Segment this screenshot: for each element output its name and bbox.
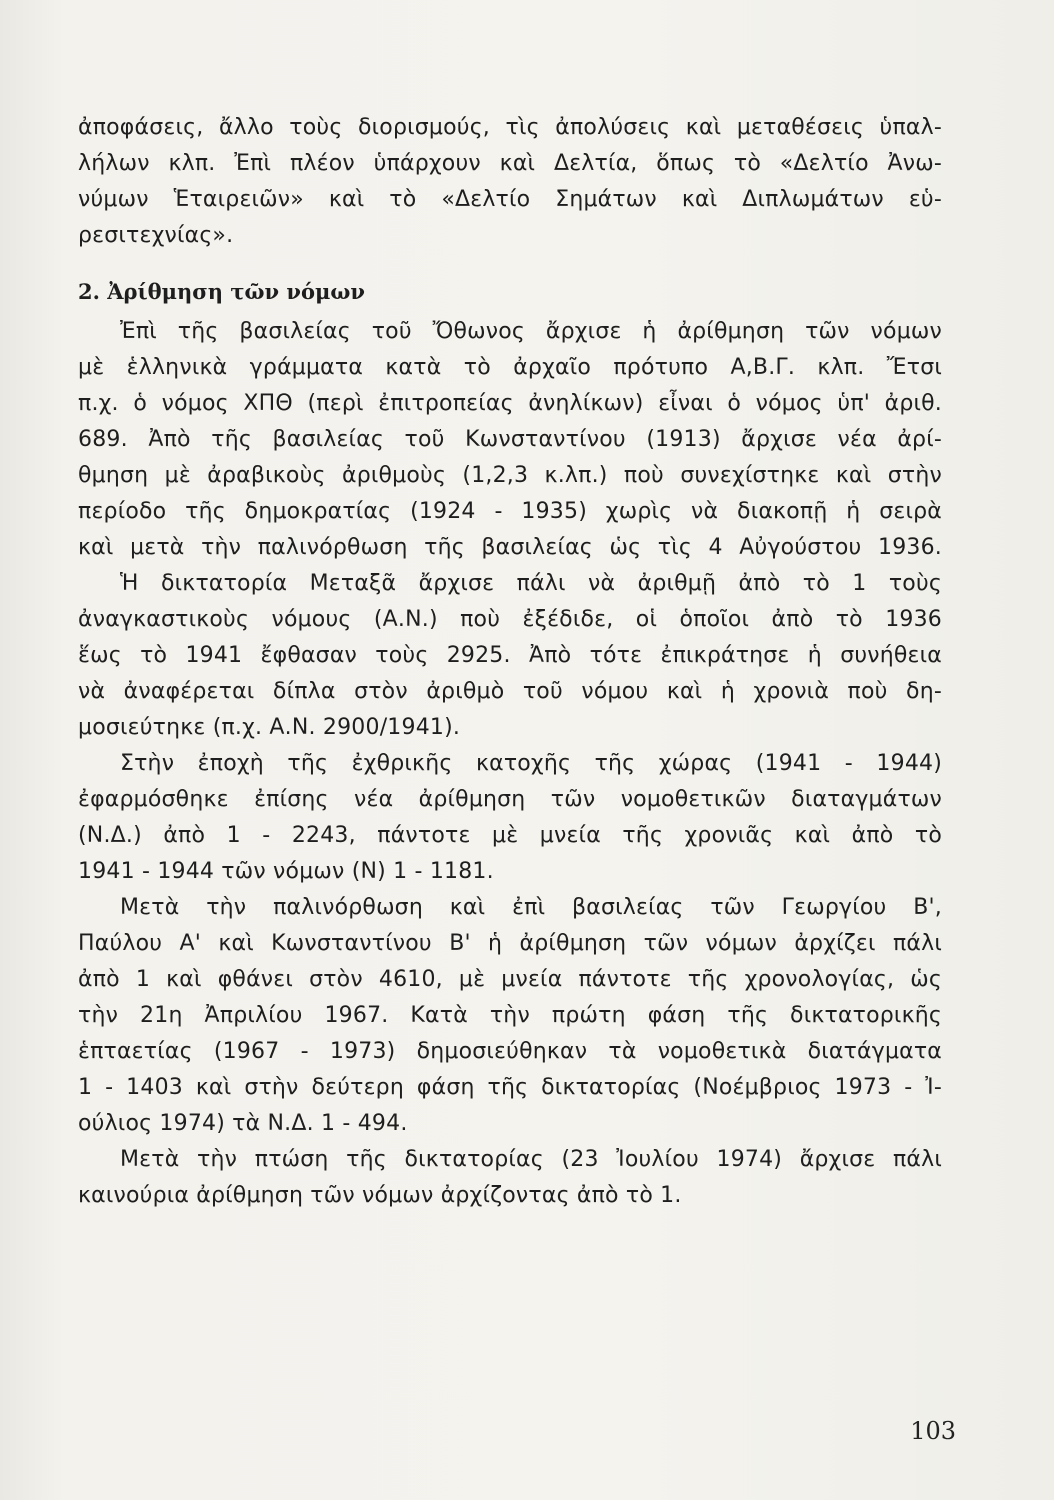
text-line: Μετὰ τὴν πτώση τῆς δικτατορίας (23 Ἰουλίου 1974) ἄρχισε πάλι — [120, 1147, 942, 1172]
text-line: ρεσιτεχνίας». — [78, 223, 234, 248]
text-line: Παύλου Α' καὶ Κωνσταντίνου Β' ἡ ἀρίθμηση τῶν νόμων ἀρχίζει πάλι — [78, 931, 942, 956]
paragraph-3 — [78, 746, 942, 890]
text-line: Μετὰ τὴν παλινόρθωση καὶ ἐπὶ βασιλείας τῶν Γεωργίου Β', — [120, 895, 942, 920]
text-line: Ἐπὶ τῆς βασιλείας τοῦ Ὄθωνος ἄρχισε ἡ ἀρίθμηση τῶν νόμων — [120, 319, 942, 344]
text-line: Στὴν ἐποχὴ τῆς ἐχθρικῆς κατοχῆς τῆς χώρας (1941 - 1944) — [120, 751, 942, 776]
text-line: λήλων κλπ. Ἐπὶ πλέον ὑπάρχουν καὶ Δελτία, ὅπως τὸ «Δελτίο Ἀνω- — [78, 151, 942, 176]
text-line: 1941 - 1944 τῶν νόμων (Ν) 1 - 1181. — [78, 859, 494, 884]
paragraph-1 — [78, 110, 942, 254]
text-line: ἀπὸ 1 καὶ φθάνει στὸν 4610, μὲ μνεία πάντοτε τῆς χρονολογίας, ὡς — [78, 967, 942, 992]
text-line: τὴν 21η Ἀπριλίου 1967. Κατὰ τὴν πρώτη φάση τῆς δικτατορικῆς — [78, 1003, 942, 1028]
page-body — [78, 110, 942, 1214]
text-line: 689. Ἀπὸ τῆς βασιλείας τοῦ Κωνσταντίνου (1913) ἄρχισε νέα ἀρί- — [78, 427, 942, 452]
paragraph-5 — [78, 1142, 942, 1214]
text-line: μοσιεύτηκε (π.χ. Α.Ν. 2900/1941). — [78, 715, 461, 740]
paragraph-4 — [78, 890, 942, 1142]
text-line: περίοδο τῆς δημοκρατίας (1924 - 1935) χωρὶς νὰ διακοπῇ ἡ σειρὰ — [78, 499, 942, 524]
text-line: ἐφαρμόσθηκε ἐπίσης νέα ἀρίθμηση τῶν νομοθετικῶν διαταγμάτων — [78, 787, 942, 812]
text-line: νύμων Ἑταιρειῶν» καὶ τὸ «Δελτίο Σημάτων καὶ Διπλωμάτων εὑ- — [78, 187, 942, 212]
paragraph-2 — [78, 314, 942, 746]
text-line: Ἡ δικτατορία Μεταξᾶ ἄρχισε πάλι νὰ ἀριθμῇ ἀπὸ τὸ 1 τοὺς — [120, 571, 942, 596]
text-line: θμηση μὲ ἀραβικοὺς ἀριθμοὺς (1,2,3 κ.λπ.) ποὺ συνεχίστηκε καὶ στὴν — [78, 463, 942, 488]
text-line: μὲ ἑλληνικὰ γράμματα κατὰ τὸ ἀρχαῖο πρότυπο Α,Β.Γ. κλπ. Ἔτσι — [78, 355, 942, 380]
text-line: ἑπταετίας (1967 - 1973) δημοσιεύθηκαν τὰ νομοθετικὰ διατάγματα — [78, 1039, 942, 1064]
text-line: ἕως τὸ 1941 ἔφθασαν τοὺς 2925. Ἀπὸ τότε ἐπικράτησε ἡ συνήθεια — [78, 643, 942, 668]
text-line: ούλιος 1974) τὰ Ν.Δ. 1 - 494. — [78, 1111, 408, 1136]
text-line: νὰ ἀναφέρεται δίπλα στὸν ἀριθμὸ τοῦ νόμου καὶ ἡ χρονιὰ ποὺ δη- — [78, 679, 942, 704]
text-line: ἀποφάσεις, ἄλλο τοὺς διορισμούς, τὶς ἀπολύσεις καὶ μεταθέσεις ὑπαλ- — [78, 115, 942, 140]
text-line: 1 - 1403 καὶ στὴν δεύτερη φάση τῆς δικτατορίας (Νοέμβριος 1973 - Ἰ- — [78, 1075, 942, 1100]
text-line: καινούρια ἀρίθμηση τῶν νόμων ἀρχίζοντας ἀπὸ τὸ 1. — [78, 1183, 682, 1208]
text-line: π.χ. ὁ νόμος ΧΠΘ (περὶ ἐπιτροπείας ἀνηλίκων) εἶναι ὁ νόμος ὑπ' ἀριθ. — [78, 391, 942, 416]
page-number: 103 — [910, 1417, 956, 1445]
text-line: (Ν.Δ.) ἀπὸ 1 - 2243, πάντοτε μὲ μνεία τῆς χρονιᾶς καὶ ἀπὸ τὸ — [78, 823, 942, 848]
section-heading: 2. Ἀρίθμηση τῶν νόμων — [78, 279, 365, 304]
text-line: καὶ μετὰ τὴν παλινόρθωση τῆς βασιλείας ὡς τὶς 4 Αὐγούστου 1936. — [78, 535, 942, 560]
text-line: ἀναγκαστικοὺς νόμους (Α.Ν.) ποὺ ἐξέδιδε, οἱ ὁποῖοι ἀπὸ τὸ 1936 — [78, 607, 942, 632]
